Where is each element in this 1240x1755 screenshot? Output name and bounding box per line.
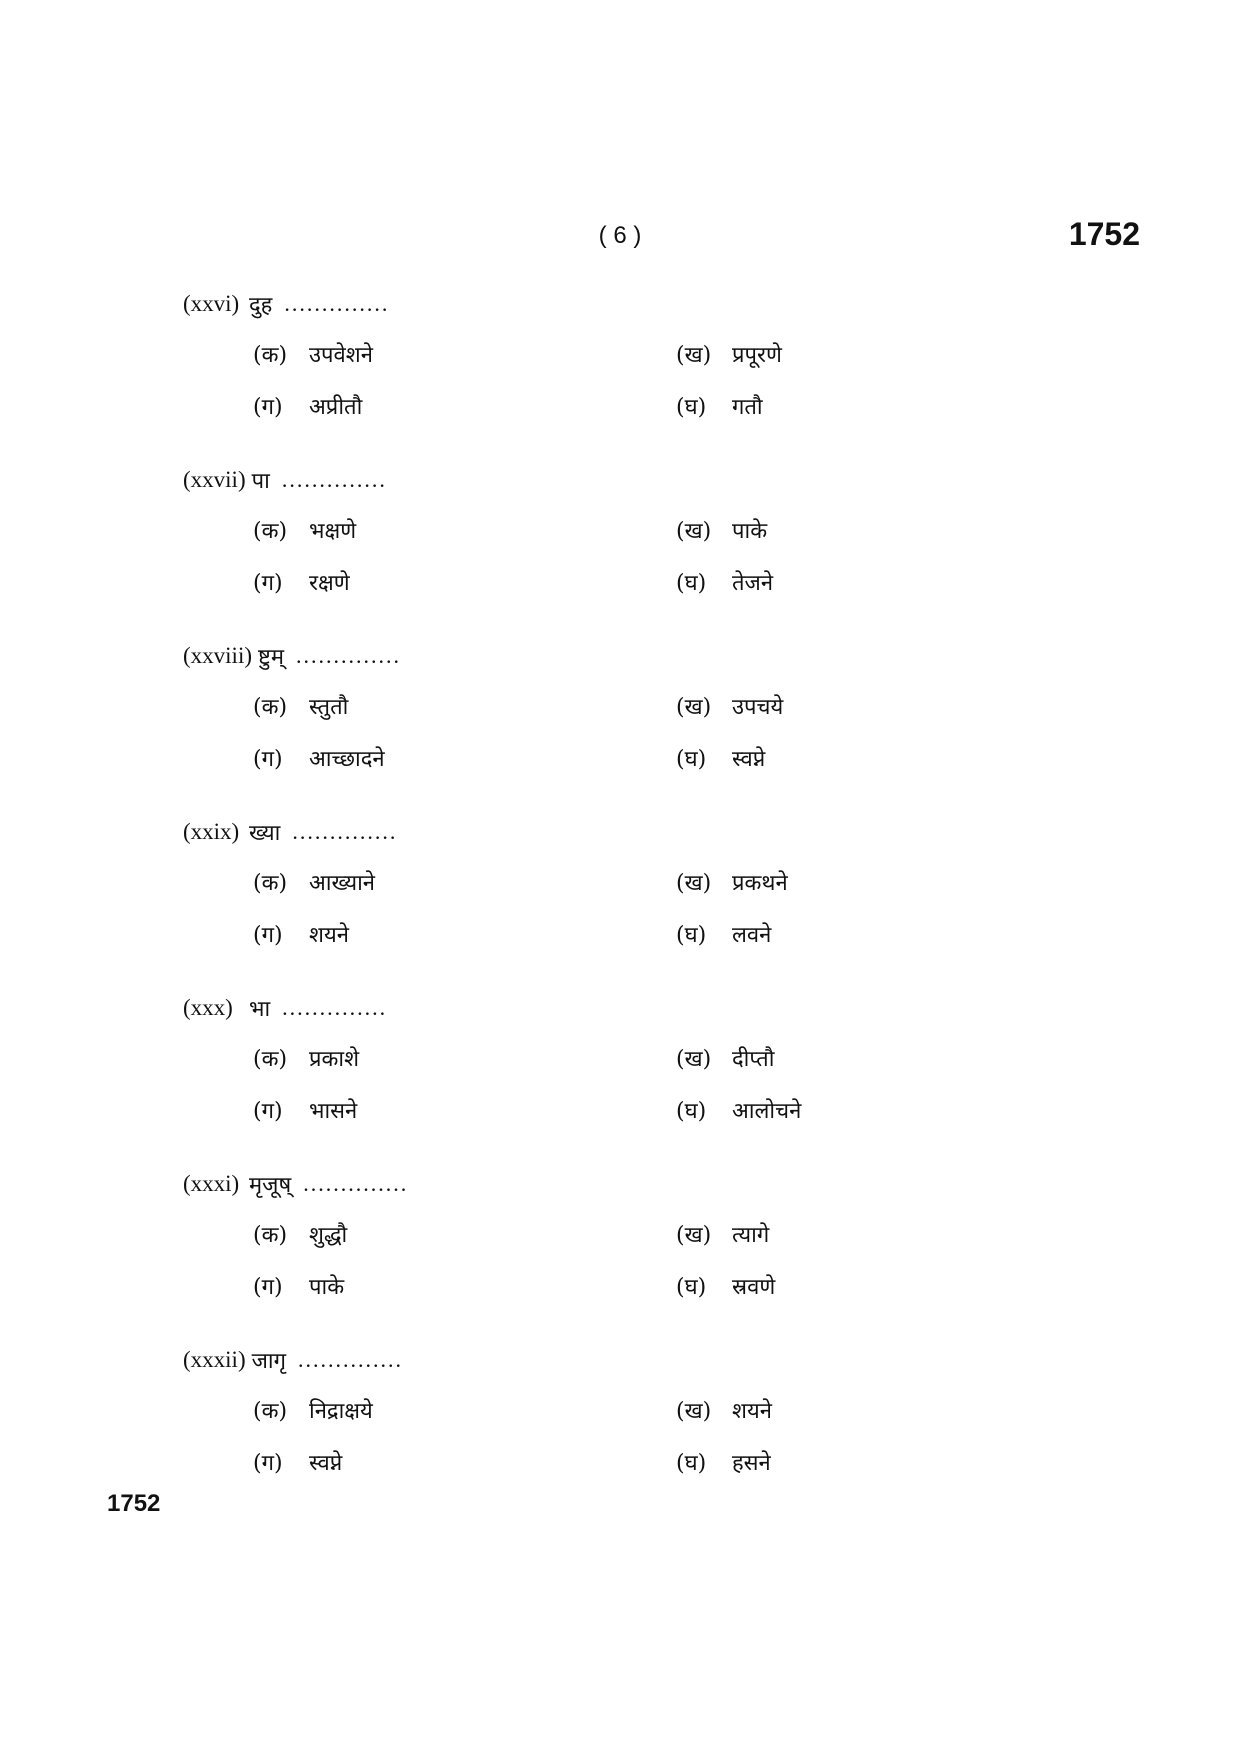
option-label: (घ): [676, 395, 707, 420]
option-label: (ख): [676, 1047, 712, 1072]
question-stem: [183, 638, 401, 674]
option-text: निद्राक्षये: [309, 1399, 373, 1424]
option-label: (क): [253, 695, 288, 720]
option-text: स्तुतौ: [309, 695, 349, 720]
option-label: (ग): [253, 747, 283, 772]
paper-code-header: 1752: [1068, 216, 1140, 252]
option-ka: [253, 512, 356, 548]
option-text: प्रपूरणे: [732, 343, 782, 368]
answer-blank: ..............: [303, 1171, 409, 1196]
answer-blank: ..............: [281, 467, 387, 492]
option-text: शयने: [732, 1399, 772, 1424]
option-gha: [676, 564, 773, 600]
question-root-word: दुह: [249, 293, 273, 318]
option-ga: [253, 388, 362, 424]
option-label: (घ): [676, 1099, 707, 1124]
option-label: (ग): [253, 923, 283, 948]
question-number: (xxxi): [183, 1171, 240, 1196]
option-text: हसने: [732, 1451, 771, 1476]
option-ka: [253, 864, 375, 900]
question-root-word: जागृ: [251, 1349, 287, 1374]
option-ka: [253, 1040, 359, 1076]
option-text: दीप्तौ: [732, 1047, 775, 1072]
option-label: (घ): [676, 747, 707, 772]
option-label: (क): [253, 1399, 288, 1424]
question-stem: [183, 814, 397, 850]
option-text: त्यागे: [732, 1223, 770, 1248]
option-text: उपचये: [732, 695, 784, 720]
question-root-word: मृजूष्: [249, 1173, 292, 1198]
question-number: (xxxii): [183, 1347, 246, 1372]
option-ga: [253, 1268, 344, 1304]
answer-blank: ..............: [298, 1347, 404, 1372]
question-xxix: [0, 814, 1240, 990]
option-text: स्रवणे: [732, 1275, 776, 1300]
question-number: (xxvii): [183, 467, 246, 492]
option-label: (ख): [676, 519, 712, 544]
option-kha: [676, 1216, 769, 1252]
option-text: उपवेशने: [309, 343, 373, 368]
answer-blank: ..............: [296, 643, 402, 668]
answer-blank: ..............: [292, 819, 398, 844]
option-label: (क): [253, 519, 288, 544]
answer-blank: ..............: [282, 995, 388, 1020]
question-number: (xxvi): [183, 291, 240, 316]
page-number: ( 6 ): [598, 222, 642, 249]
option-ga: [253, 740, 385, 776]
option-label: (ग): [253, 1451, 283, 1476]
option-kha: [676, 1392, 772, 1428]
question-stem: [183, 1342, 403, 1378]
option-label: (क): [253, 871, 288, 896]
question-xxxii: [0, 1342, 1240, 1518]
option-gha: [676, 1444, 771, 1480]
question-stem: [183, 462, 387, 498]
option-text: आच्छादने: [309, 747, 385, 772]
answer-blank: ..............: [284, 291, 390, 316]
option-label: (ग): [253, 1275, 283, 1300]
option-ga: [253, 1092, 357, 1128]
question-root-word: भा: [249, 997, 271, 1022]
option-label: (घ): [676, 923, 707, 948]
option-text: शुद्धौ: [309, 1223, 348, 1248]
option-label: (ख): [676, 1399, 712, 1424]
question-root-word: ख्या: [249, 821, 281, 846]
option-text: भासने: [309, 1099, 358, 1124]
question-xxviii: [0, 638, 1240, 814]
option-gha: [676, 916, 771, 952]
option-text: लवने: [732, 923, 772, 948]
question-number: (xxix): [183, 819, 240, 844]
option-kha: [676, 512, 767, 548]
option-label: (ख): [676, 1223, 712, 1248]
question-list: [0, 286, 1240, 1518]
option-label: (घ): [676, 1275, 707, 1300]
question-number: (xxx): [183, 995, 233, 1020]
option-ga: [253, 564, 350, 600]
question-xxxi: [0, 1166, 1240, 1342]
option-label: (ग): [253, 571, 283, 596]
question-xxx: [0, 990, 1240, 1166]
option-ka: [253, 336, 373, 372]
option-ka: [253, 1392, 373, 1428]
option-text: आलोचने: [732, 1099, 802, 1124]
option-label: (ख): [676, 871, 712, 896]
option-text: गतौ: [732, 395, 763, 420]
option-label: (क): [253, 1047, 288, 1072]
option-gha: [676, 388, 763, 424]
option-gha: [676, 1092, 801, 1128]
option-text: शयने: [309, 923, 349, 948]
paper-code-footer: 1752: [107, 1490, 161, 1517]
question-root-word: ष्टुम्: [258, 645, 285, 670]
option-kha: [676, 864, 788, 900]
option-label: (क): [253, 1223, 288, 1248]
option-label: (घ): [676, 1451, 707, 1476]
question-xxvii: [0, 462, 1240, 638]
option-text: पाके: [732, 519, 768, 544]
option-text: भक्षणे: [309, 519, 357, 544]
option-text: रक्षणे: [309, 571, 350, 596]
option-kha: [676, 688, 783, 724]
option-kha: [676, 336, 782, 372]
option-text: अप्रीतौ: [309, 395, 363, 420]
option-text: तेजने: [732, 571, 774, 596]
option-text: पाके: [309, 1275, 345, 1300]
option-kha: [676, 1040, 774, 1076]
option-text: स्वप्ने: [732, 747, 766, 772]
option-text: प्रकाशे: [309, 1047, 360, 1072]
question-stem: [183, 1166, 408, 1202]
option-ka: [253, 688, 348, 724]
option-ka: [253, 1216, 347, 1252]
question-xxvi: [0, 286, 1240, 462]
question-number: (xxviii): [183, 643, 252, 668]
option-label: (ख): [676, 343, 712, 368]
option-label: (ग): [253, 1099, 283, 1124]
option-label: (ख): [676, 695, 712, 720]
option-text: आख्याने: [309, 871, 376, 896]
option-label: (घ): [676, 571, 707, 596]
option-ga: [253, 916, 349, 952]
question-stem: [183, 990, 387, 1026]
option-text: प्रकथने: [732, 871, 788, 896]
question-root-word: पा: [251, 469, 270, 494]
option-label: (ग): [253, 395, 283, 420]
option-gha: [676, 1268, 775, 1304]
option-text: स्वप्ने: [309, 1451, 343, 1476]
option-ga: [253, 1444, 342, 1480]
option-gha: [676, 740, 765, 776]
question-stem: [183, 286, 389, 322]
option-label: (क): [253, 343, 288, 368]
